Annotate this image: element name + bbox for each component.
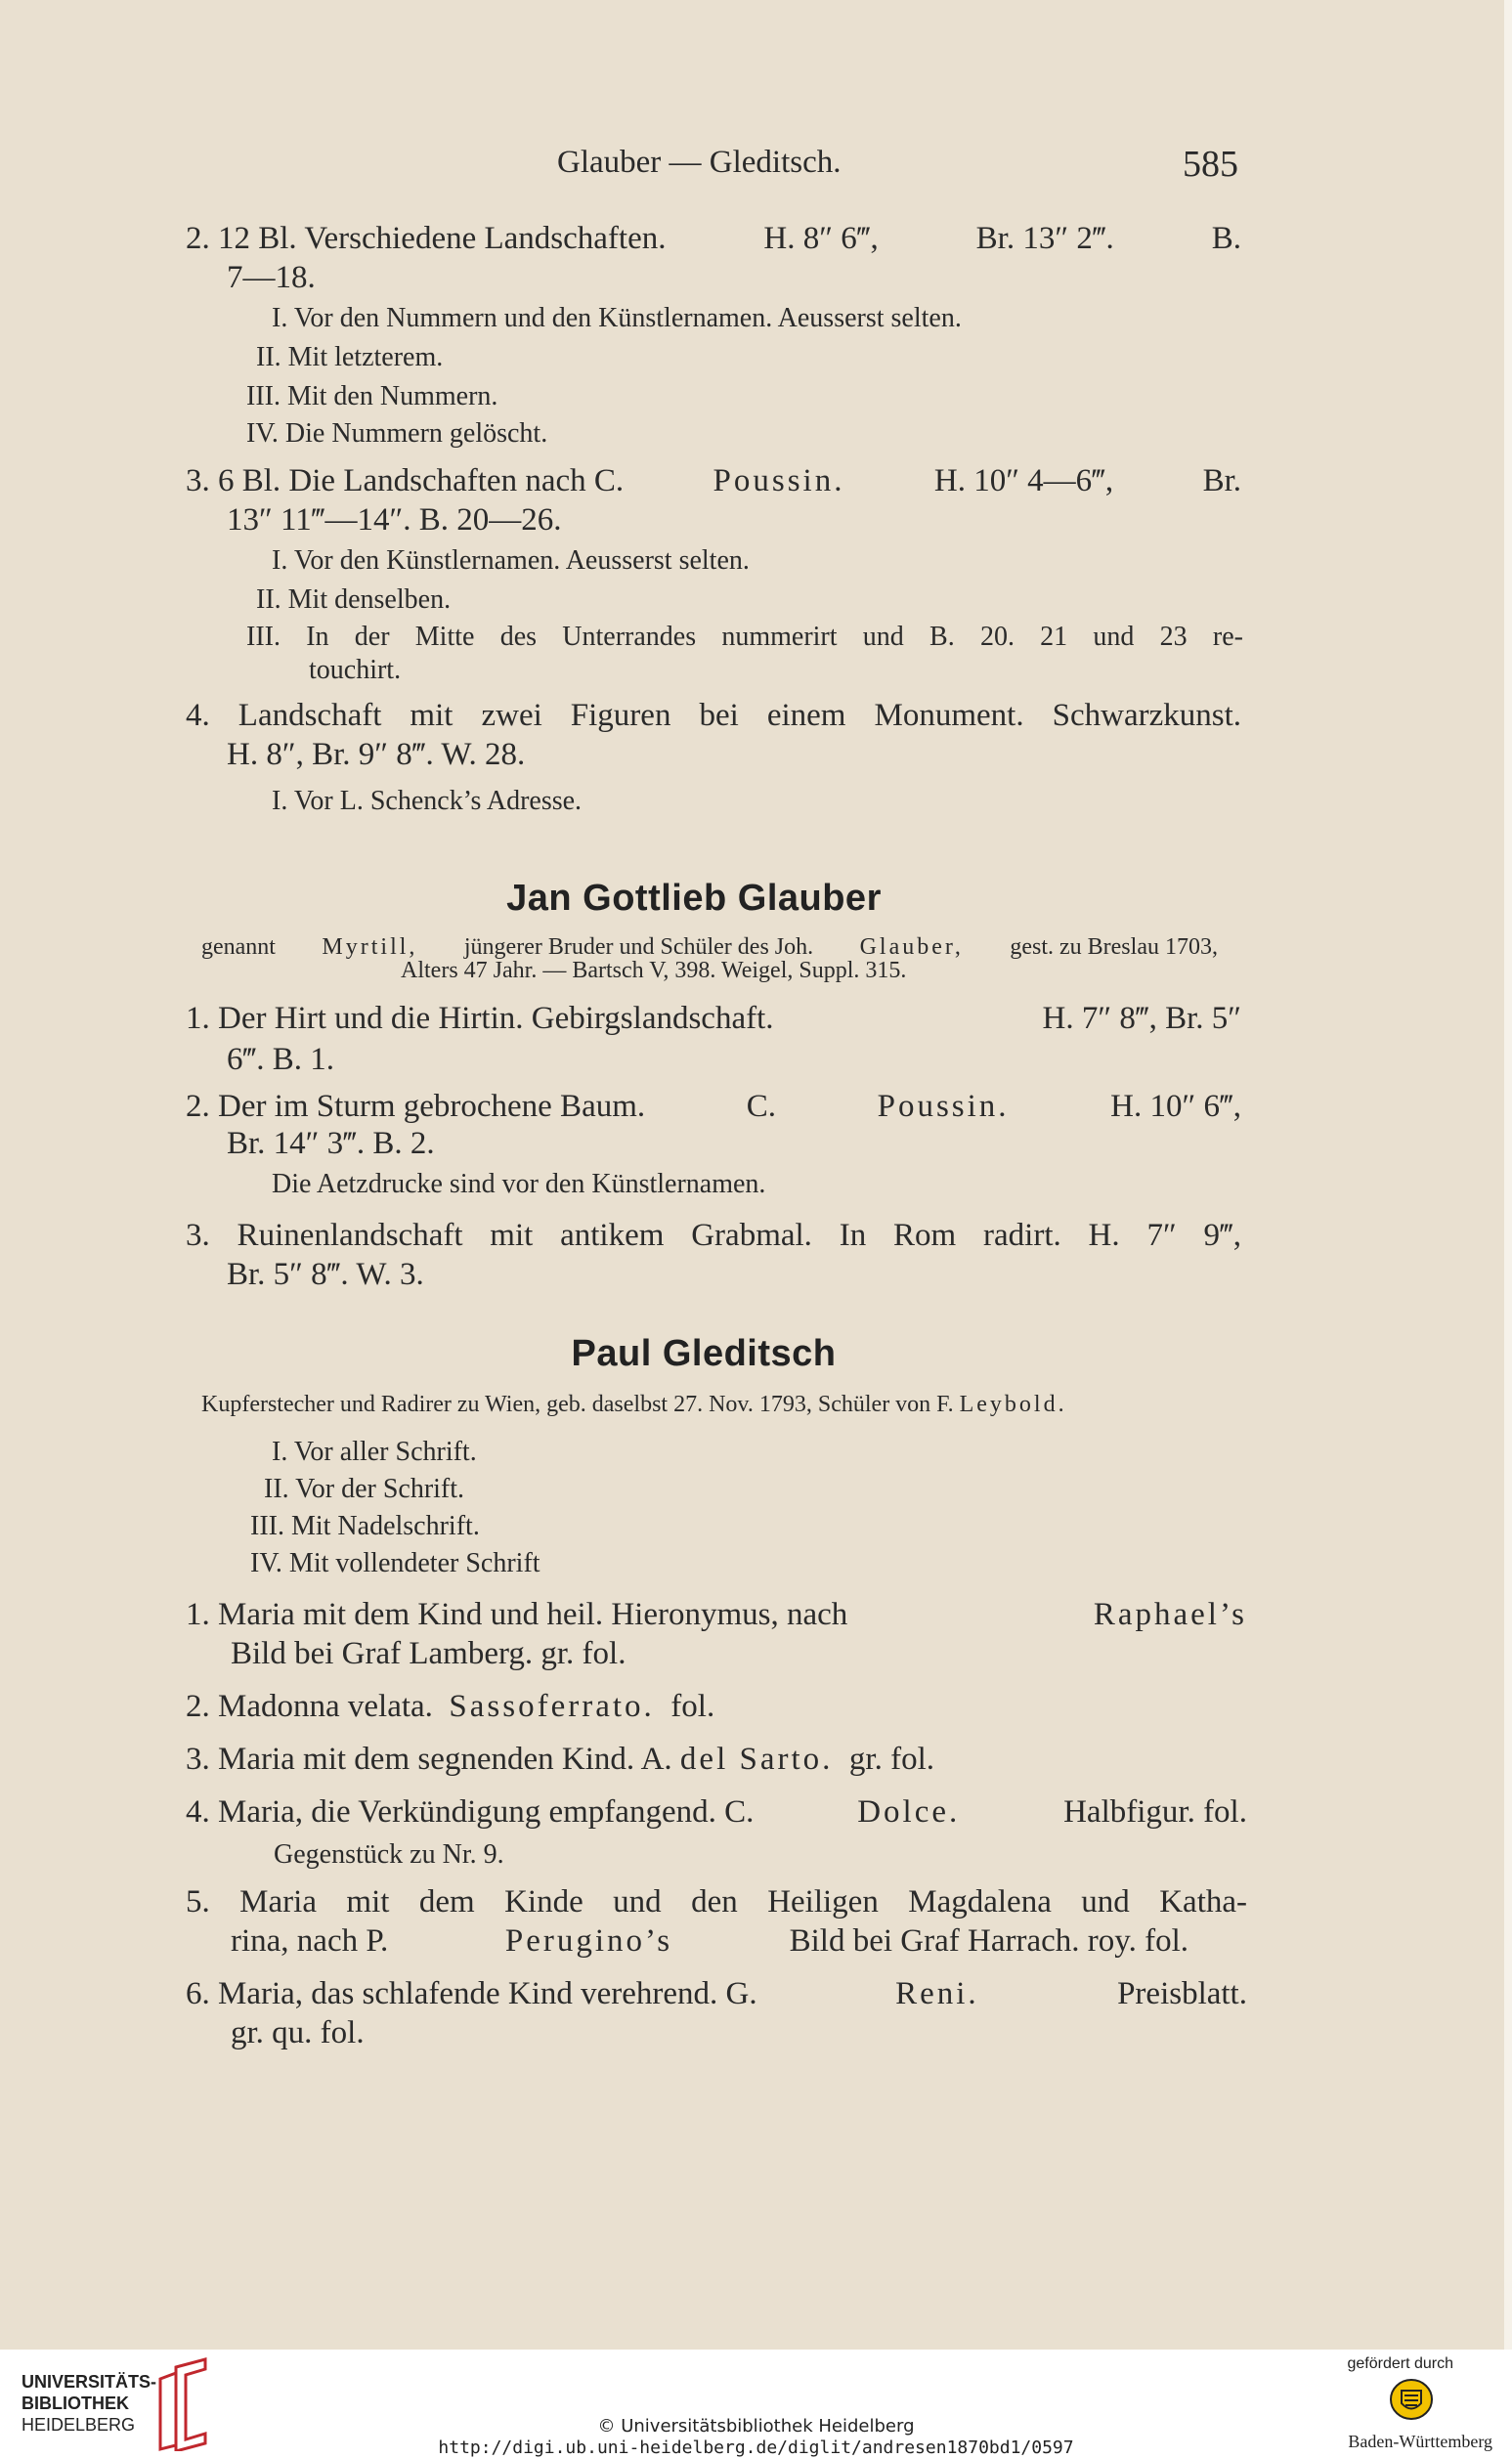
text: 1. Der Hirt und die Hirtin. Gebirgslandschaft.: [186, 1001, 774, 1036]
section-heading-glauber: Jan Gottlieb Glauber: [506, 878, 882, 919]
entry-1-line-1: [186, 1001, 1241, 1037]
text: jüngerer Bruder und Schüler des Joh.: [463, 934, 814, 960]
text: Br.: [1202, 463, 1241, 498]
text: genannt: [201, 934, 276, 960]
text: Kupferstecher und Radirer zu Wien, geb. daselbst 27. Nov. 1793, Schüler von F.: [201, 1392, 954, 1417]
entry-4: [186, 1794, 1247, 1831]
entry-5-line-1: 5. Maria mit dem Kinde und den Heiligen Magdalena und Katha-: [186, 1884, 1247, 1920]
text: 3. Maria mit dem segnenden Kind. A.: [186, 1742, 672, 1777]
text: Halbfigur. fol.: [1063, 1794, 1247, 1830]
entry-5-line-2: [231, 1923, 1188, 1960]
state-line: II. Vor der Schrift.: [264, 1474, 465, 1504]
state-coat-of-arms-icon: [1389, 2377, 1434, 2422]
artist-name: Sassoferrato.: [449, 1689, 655, 1724]
text: gr. fol.: [848, 1742, 934, 1777]
permalink[interactable]: http://digi.ub.uni-heidelberg.de/diglit/andresen1870bd1/0597: [438, 2437, 1074, 2458]
library-line: UNIVERSITÄTS-: [22, 2372, 157, 2392]
state-line: III. Mit Nadelschrift.: [250, 1511, 480, 1541]
text: H. 8″ 6‴,: [763, 221, 879, 256]
entry-2-line-2: Br. 14″ 3‴. B. 2.: [227, 1126, 435, 1161]
biography-line-2: Alters 47 Jahr. — Bartsch V, 398. Weigel, Suppl. 315.: [401, 958, 907, 983]
copyright-notice: © Universitätsbibliothek Heidelberg: [597, 2416, 915, 2437]
state-line: II. Mit denselben.: [256, 584, 452, 615]
text: B.: [1211, 221, 1241, 256]
text: 2. Madonna velata.: [186, 1689, 433, 1724]
text: Bild bei Graf Harrach. roy. fol.: [789, 1923, 1188, 1959]
artist-name: Leybold.: [959, 1392, 1067, 1417]
section-heading-gleditsch: Paul Gleditsch: [571, 1333, 837, 1374]
text: gest. zu Breslau 1703,: [1010, 934, 1218, 960]
note-line: Gegenstück zu Nr. 9.: [274, 1839, 504, 1870]
text: Br. 13″ 2‴.: [975, 221, 1114, 256]
text: rina, nach P.: [231, 1923, 389, 1959]
entry-3: [186, 1742, 934, 1778]
biography-line-1: [201, 934, 1218, 961]
text: 2. Der im Sturm gebrochene Baum.: [186, 1089, 646, 1124]
text: H. 10″ 6‴,: [1110, 1089, 1241, 1124]
entry-3-line-1: [186, 463, 1241, 499]
text: 2. 12 Bl. Verschiedene Landschaften.: [186, 221, 667, 256]
artist-name: del Sarto.: [679, 1742, 834, 1777]
entry-1-line-1: [186, 1597, 1247, 1633]
state-line: I. Vor den Nummern und den Künstlernamen. Aeusserst selten.: [272, 303, 962, 333]
entry-4-line-2: H. 8″, Br. 9″ 8‴. W. 28.: [227, 737, 526, 772]
funder-name: Baden-Württemberg: [1348, 2432, 1492, 2451]
entry-6-line-1: [186, 1976, 1247, 2012]
state-line: I. Vor aller Schrift.: [272, 1437, 477, 1467]
state-line: touchirt.: [309, 655, 402, 685]
artist-name: Perugino’s: [504, 1923, 673, 1959]
library-line: BIBLIOTHEK: [22, 2394, 129, 2413]
text: C.: [746, 1089, 776, 1124]
entry-2-line-1: [186, 1089, 1241, 1125]
biography-line: [201, 1392, 1067, 1418]
entry-4-line-1: 4. Landschaft mit zwei Figuren bei einem Monument. Schwarzkunst.: [186, 698, 1241, 733]
state-line: III. In der Mitte des Unterrandes nummerirt und B. 20. 21 und 23 re-: [246, 622, 1243, 652]
artist-name: Poussin.: [713, 463, 845, 498]
text: 4. Maria, die Verkündigung empfangend. C.: [186, 1794, 755, 1830]
entry-3-line-1: 3. Ruinenlandschaft mit antikem Grabmal. In Rom radirt. H. 7″ 9‴,: [186, 1218, 1241, 1253]
text: 1. Maria mit dem Kind und heil. Hieronymus, nach: [186, 1597, 848, 1632]
state-line: II. Mit letzterem.: [256, 342, 444, 372]
entry-1-line-2: 6‴. B. 1.: [227, 1042, 335, 1077]
entry-2-line-2: 7—18.: [227, 260, 316, 295]
page-edge: [1504, 0, 1512, 2350]
entry-3-line-2: Br. 5″ 8‴. W. 3.: [227, 1257, 424, 1292]
funded-by-label: gefördert durch: [1347, 2355, 1453, 2372]
artist-name: Raphael’s: [1093, 1597, 1247, 1632]
text: H. 10″ 4—6‴,: [933, 463, 1114, 498]
state-line: I. Vor L. Schenck’s Adresse.: [272, 786, 583, 816]
artist-name: Glauber,: [859, 934, 964, 960]
text: fol.: [670, 1689, 715, 1724]
state-line: I. Vor den Künstlernamen. Aeusserst selten.: [272, 545, 750, 576]
state-line: IV. Mit vollendeter Schrift: [250, 1548, 540, 1578]
state-line: III. Mit den Nummern.: [246, 381, 498, 411]
entry-1-line-2: Bild bei Graf Lamberg. gr. fol.: [231, 1636, 626, 1671]
artist-name: Dolce.: [857, 1794, 961, 1830]
text: 3. 6 Bl. Die Landschaften nach C.: [186, 463, 625, 498]
entry-2-line-1: [186, 221, 1241, 257]
entry-2: [186, 1689, 714, 1725]
text: Preisblatt.: [1117, 1976, 1247, 2011]
note-line: Die Aetzdrucke sind vor den Künstlernamen.: [272, 1169, 766, 1199]
entry-3-line-2: 13″ 11‴—14″. B. 20—26.: [227, 502, 562, 538]
entry-6-line-2: gr. qu. fol.: [231, 2015, 365, 2050]
page-number: 585: [1183, 144, 1238, 185]
text: H. 7″ 8‴, Br. 5″: [1042, 1001, 1241, 1036]
running-head: Glauber — Gleditsch.: [557, 145, 842, 180]
library-line: HEIDELBERG: [22, 2415, 136, 2435]
artist-name: Myrtill,: [322, 934, 418, 960]
artist-name: Poussin.: [877, 1089, 1010, 1124]
state-line: IV. Die Nummern gelöscht.: [246, 418, 548, 449]
footer: [0, 2350, 1512, 2459]
text: 6. Maria, das schlafende Kind verehrend. G.: [186, 1976, 757, 2011]
artist-name: Reni.: [895, 1976, 979, 2011]
